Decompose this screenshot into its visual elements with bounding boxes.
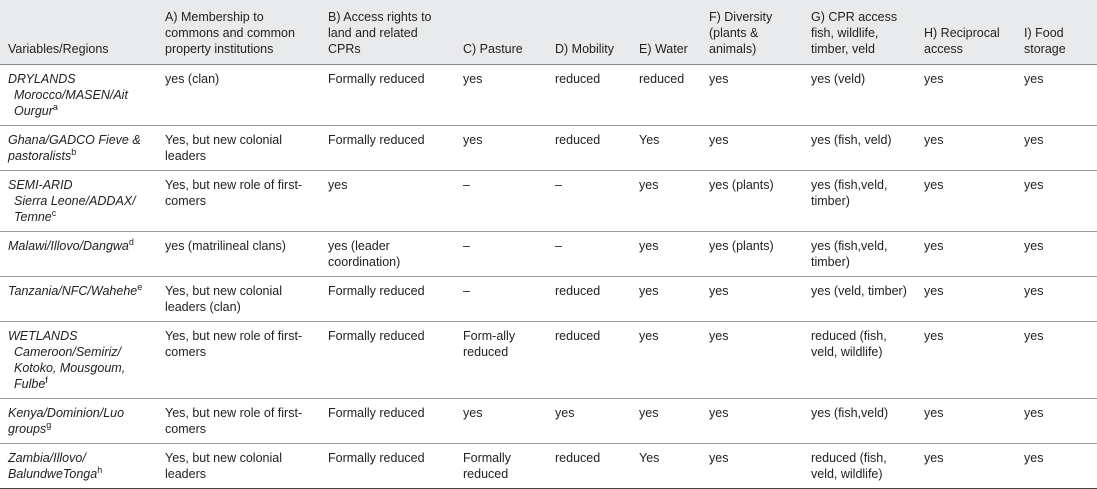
footnote-marker: f: [45, 374, 48, 385]
table-cell: yes: [916, 232, 1016, 277]
table-cell: Yes, but new role of first-comers: [157, 171, 320, 232]
table-cell: yes: [701, 444, 803, 489]
region-label-wrap: [8, 236, 134, 253]
region-label-wrap: [8, 87, 151, 119]
table-cell: yes: [455, 399, 547, 444]
table-cell: Formally reduced: [320, 65, 455, 126]
table-cell: reduced (fish, veld, wildlife): [803, 444, 916, 489]
table-cell: Form-ally reduced: [455, 322, 547, 399]
table-cell: –: [455, 171, 547, 232]
table-cell: yes (plants): [701, 171, 803, 232]
region-label-wrap: [8, 193, 151, 225]
footnote-marker: c: [51, 207, 57, 218]
table-cell: –: [547, 232, 631, 277]
region-label-wrap: [8, 451, 102, 481]
header-cell-diversity: F) Diversity (plants & animals): [701, 0, 803, 65]
region-cell: [0, 277, 157, 322]
table-cell: yes (matrilineal clans): [157, 232, 320, 277]
table-header: [0, 0, 1097, 65]
table-row: [0, 322, 1097, 399]
table-cell: yes (fish,veld): [803, 399, 916, 444]
table-cell: yes: [1016, 171, 1097, 232]
table-cell: Formally reduced: [320, 444, 455, 489]
table-cell: yes: [631, 277, 701, 322]
header-cell-water: E) Water: [631, 0, 701, 65]
table-cell: yes: [455, 65, 547, 126]
region-cell: [0, 171, 157, 232]
table-cell: yes: [701, 399, 803, 444]
table-row: [0, 232, 1097, 277]
table-cell: yes (veld): [803, 65, 916, 126]
header-cell-mobility: D) Mobility: [547, 0, 631, 65]
table-cell: yes: [1016, 399, 1097, 444]
table-cell: yes: [631, 399, 701, 444]
region-name: Tanzania/NFC/Wahehe: [8, 284, 138, 298]
region-name: Morocco/MASEN/Ait Ourgur: [14, 88, 128, 118]
region-group-label: WETLANDS: [8, 329, 78, 343]
region-label-wrap: [8, 133, 141, 163]
region-cell: [0, 126, 157, 171]
table-cell: –: [455, 232, 547, 277]
table-row: [0, 171, 1097, 232]
table-cell: yes (clan): [157, 65, 320, 126]
region-label-wrap: [8, 406, 124, 436]
table-cell: Formally reduced: [320, 322, 455, 399]
table-cell: yes: [1016, 444, 1097, 489]
table-cell: Formally reduced: [320, 277, 455, 322]
table-cell: –: [547, 171, 631, 232]
footnote-marker: e: [137, 281, 143, 292]
region-name: Ghana/GADCO Fieve & pastoralists: [8, 133, 141, 163]
table-cell: yes: [701, 65, 803, 126]
table-cell: yes: [701, 322, 803, 399]
header-cell-regions: Variables/Regions: [0, 0, 157, 65]
region-name: Sierra Leone/ADDAX/ Temne: [14, 194, 136, 224]
region-name: Malawi/Illovo/Dangwa: [8, 239, 129, 253]
table-cell: yes: [916, 277, 1016, 322]
table-cell: Yes, but new colonial leaders: [157, 126, 320, 171]
table-cell: yes: [916, 126, 1016, 171]
table-cell: yes: [916, 444, 1016, 489]
region-group-label: SEMI-ARID: [8, 178, 73, 192]
table-cell: Formally reduced: [320, 399, 455, 444]
table-cell: –: [455, 277, 547, 322]
table-cell: Yes: [631, 126, 701, 171]
table-cell: yes: [1016, 126, 1097, 171]
region-label-wrap: [8, 344, 151, 392]
table-cell: yes: [1016, 322, 1097, 399]
header-cell-cpr-access: G) CPR access fish, wildlife, timber, veld: [803, 0, 916, 65]
table-cell: Yes, but new role of first-comers: [157, 322, 320, 399]
table-cell: reduced: [631, 65, 701, 126]
region-name: Cameroon/Semiriz/ Kotoko, Mousgoum, Fulbe: [14, 345, 126, 391]
header-cell-reciprocal: H) Reciprocal access: [916, 0, 1016, 65]
region-cell: [0, 232, 157, 277]
table-cell: yes (fish, veld): [803, 126, 916, 171]
region-label-wrap: [8, 281, 143, 298]
header-row: [0, 0, 1097, 65]
table-cell: yes: [701, 277, 803, 322]
header-cell-membership: A) Membership to commons and common property institutions: [157, 0, 320, 65]
table-cell: reduced: [547, 65, 631, 126]
table-cell: reduced: [547, 126, 631, 171]
table-row: [0, 277, 1097, 322]
table-cell: yes (veld, timber): [803, 277, 916, 322]
table-cell: yes: [1016, 277, 1097, 322]
footnote-marker: g: [46, 419, 52, 430]
table-cell: Formally reduced: [320, 126, 455, 171]
table-cell: yes: [916, 171, 1016, 232]
footnote-marker: b: [71, 146, 77, 157]
table-cell: yes (plants): [701, 232, 803, 277]
table-cell: reduced: [547, 444, 631, 489]
table-cell: yes: [1016, 65, 1097, 126]
header-cell-access-rights: B) Access rights to land and related CPRs: [320, 0, 455, 65]
header-cell-pasture: C) Pasture: [455, 0, 547, 65]
table-cell: Yes: [631, 444, 701, 489]
table-cell: Formally reduced: [455, 444, 547, 489]
region-name: Zambia/Illovo/ BalundweTonga: [8, 451, 98, 481]
table-cell: yes: [1016, 232, 1097, 277]
table-cell: yes (fish,veld, timber): [803, 232, 916, 277]
region-group-label: DRYLANDS: [8, 72, 76, 86]
table-cell: yes: [916, 399, 1016, 444]
table-cell: yes: [701, 126, 803, 171]
header-cell-food-storage: I) Food storage: [1016, 0, 1097, 65]
table-cell: yes: [631, 232, 701, 277]
region-cell: [0, 322, 157, 399]
table-row: [0, 126, 1097, 171]
table-cell: Yes, but new colonial leaders: [157, 444, 320, 489]
table-cell: reduced (fish, veld, wildlife): [803, 322, 916, 399]
table-cell: yes: [455, 126, 547, 171]
table-cell: yes (leader coordination): [320, 232, 455, 277]
table-cell: yes (fish,veld, timber): [803, 171, 916, 232]
region-cell: [0, 399, 157, 444]
region-cell: [0, 65, 157, 126]
footnote-marker: h: [97, 464, 103, 475]
region-name: Kenya/Dominion/Luo groups: [8, 406, 125, 436]
table-cell: reduced: [547, 277, 631, 322]
table-cell: yes: [916, 65, 1016, 126]
table-cell: reduced: [547, 322, 631, 399]
table-cell: yes: [320, 171, 455, 232]
footnote-marker: a: [52, 101, 58, 112]
table-cell: yes: [547, 399, 631, 444]
table-cell: Yes, but new role of first-comers: [157, 399, 320, 444]
table-cell: yes: [631, 322, 701, 399]
table-cell: yes: [916, 322, 1016, 399]
footnote-marker: d: [128, 236, 134, 247]
table-cell: Yes, but new colonial leaders (clan): [157, 277, 320, 322]
table-row: [0, 399, 1097, 444]
table-cell: yes: [631, 171, 701, 232]
table-body: [0, 65, 1097, 489]
table-row: [0, 65, 1097, 126]
